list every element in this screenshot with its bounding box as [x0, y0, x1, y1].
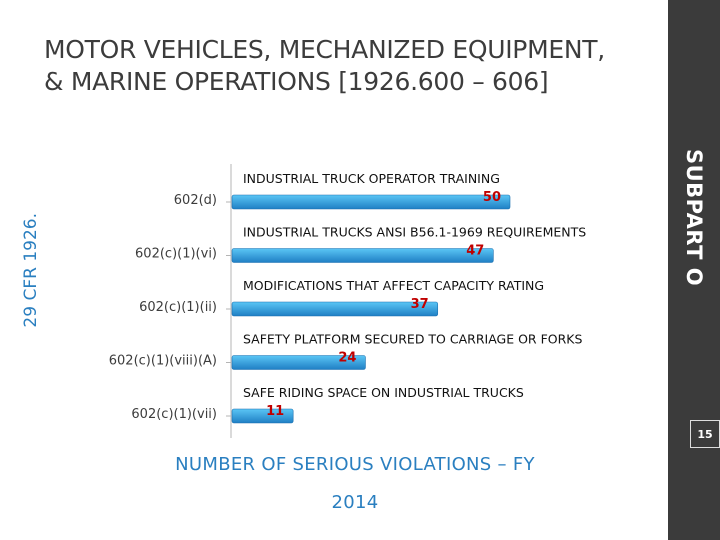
category-label: 602(c)(1)(vi)	[135, 246, 217, 262]
bar-description-label: INDUSTRIAL TRUCK OPERATOR TRAINING	[243, 171, 500, 186]
bar	[232, 249, 493, 263]
bar-description-label: MODIFICATIONS THAT AFFECT CAPACITY RATING	[243, 278, 545, 293]
bars-layer	[109, 164, 586, 438]
bar-description-label: SAFE RIDING SPACE ON INDUSTRIAL TRUCKS	[243, 385, 524, 400]
page-number: 15	[697, 427, 713, 441]
chart-footer-title	[120, 446, 590, 522]
title-line-1: MOTOR VEHICLES, MECHANIZED EQUIPMENT,	[44, 35, 605, 64]
subpart-label-text: SUBPART O	[682, 149, 706, 287]
footer-line-1: NUMBER OF SERIOUS VIOLATIONS – FY	[175, 454, 535, 475]
bar-value-label: 50	[482, 190, 501, 205]
footer-line-2: 2014	[331, 492, 379, 513]
cfr-label-text: 29 CFR 1926.	[21, 212, 41, 328]
bar-value-label: 24	[338, 350, 357, 366]
bar-value-label: 47	[466, 243, 485, 259]
category-label: 602(c)(1)(ii)	[139, 300, 217, 315]
bar-value-label: 11	[266, 404, 285, 419]
page-number-badge	[690, 420, 720, 448]
title-line-2: & MARINE OPERATIONS [1926.600 – 606]	[44, 67, 549, 96]
bar-value-label: 37	[410, 297, 429, 312]
bar-description-label: INDUSTRIAL TRUCKS ANSI B56.1-1969 REQUIREMENTS	[243, 224, 587, 240]
bar-description-label: SAFETY PLATFORM SECURED TO CARRIAGE OR FORKS	[243, 331, 583, 347]
bar	[232, 195, 510, 209]
category-label: 602(d)	[173, 193, 217, 208]
category-label: 602(c)(1)(vii)	[131, 407, 217, 422]
bar	[232, 302, 438, 316]
category-label: 602(c)(1)(viii)(A)	[108, 353, 217, 369]
